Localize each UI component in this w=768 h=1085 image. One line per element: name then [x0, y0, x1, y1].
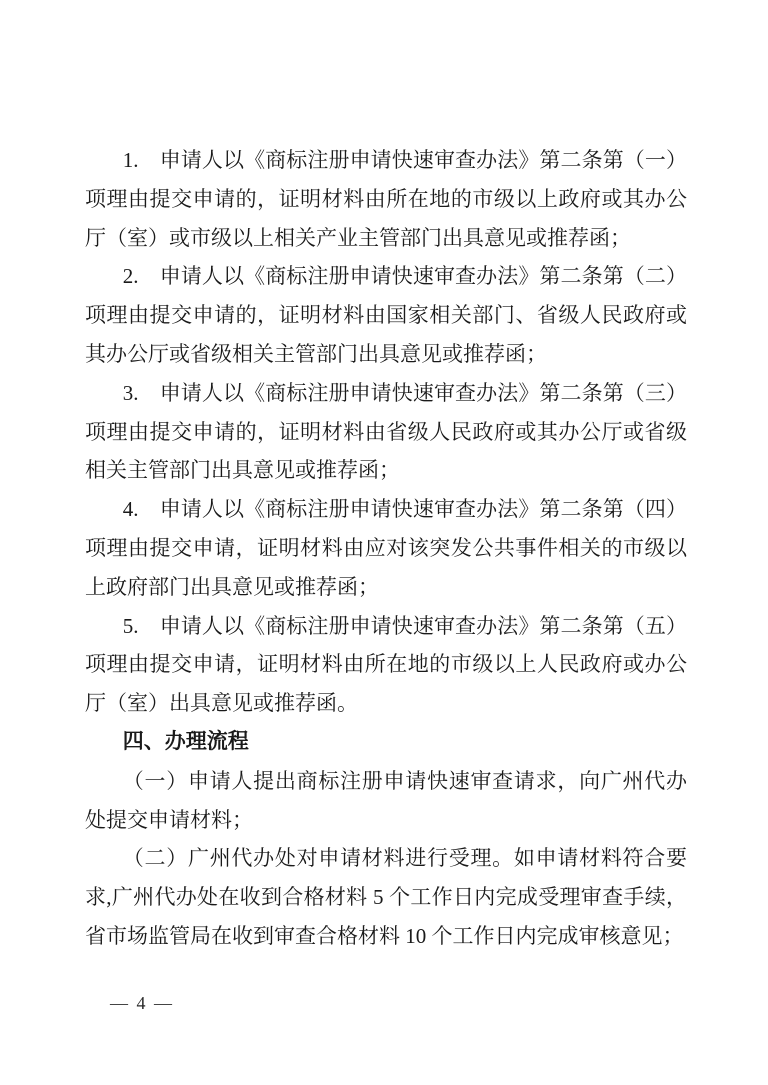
list-item-1: 1. 申请人以《商标注册申请快速审查办法》第二条第（一）项理由提交申请的，证明材料由所在地的市级以上政府或其办公厅（室）或市级以上相关产业主管部门出具意见或推荐函； [85, 148, 687, 250]
list-item-2: 2. 申请人以《商标注册申请快速审查办法》第二条第（二）项理由提交申请的，证明材料由国家相关部门、省级人民政府或其办公厅或省级相关主管部门出具意见或推荐函； [85, 264, 687, 366]
page-number: — 4 — [110, 993, 174, 1013]
sub-item-2: （二）广州代办处对申请材料进行受理。如申请材料符合要求,广州代办处在收到合格材料 5 个工作日内完成受理审查手续，省市场监管局在收到审查合格材料 10 个工作日内完成审核意见； [85, 846, 687, 948]
list-item-3: 3. 申请人以《商标注册申请快速审查办法》第二条第（三）项理由提交申请的，证明材料由省级人民政府或其办公厅或省级相关主管部门出具意见或推荐函； [85, 380, 687, 483]
sub-item-1: （一）申请人提出商标注册申请快速审查请求，向广州代办处提交申请材料； [85, 768, 687, 832]
document-body [85, 141, 687, 956]
list-item-4: 4. 申请人以《商标注册申请快速审查办法》第二条第（四）项理由提交申请，证明材料由应对该突发公共事件相关的市级以上政府部门出具意见或推荐函； [85, 497, 687, 599]
section-heading-processing-flow: 四、办理流程 [122, 729, 249, 753]
list-item-5: 5. 申请人以《商标注册申请快速审查办法》第二条第（五）项理由提交申请，证明材料由所在地的市级以上人民政府或办公厅（室）出具意见或推荐函。 [85, 613, 687, 716]
